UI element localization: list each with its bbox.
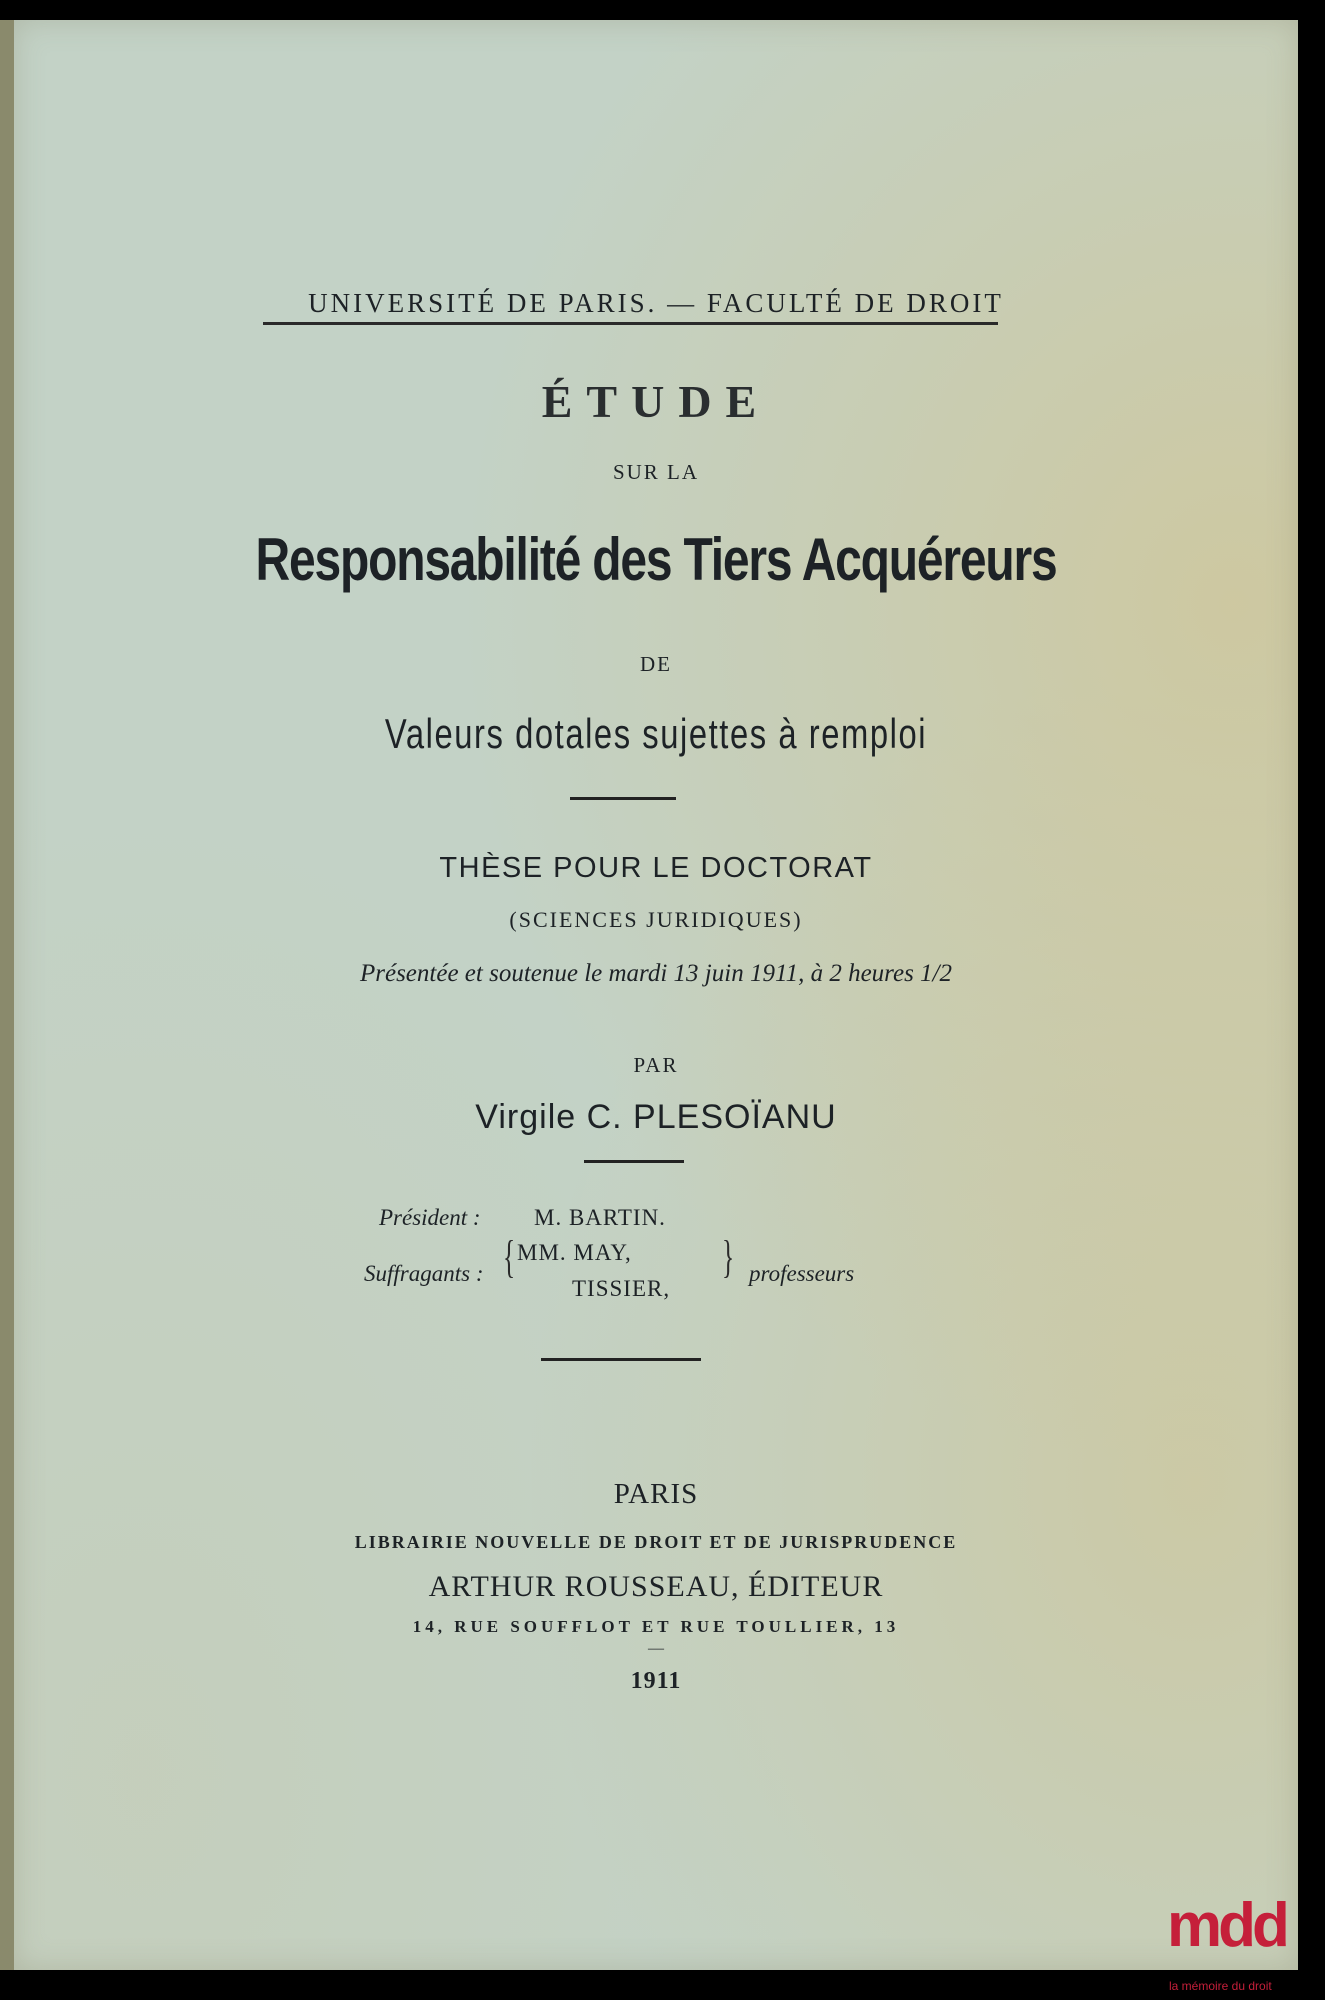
divider-rule	[541, 1358, 701, 1361]
professeurs-label: professeurs	[749, 1261, 855, 1286]
university-heading: UNIVERSITÉ DE PARIS. — FACULTÉ DE DROIT	[308, 288, 1004, 318]
suffragant-may: MM. MAY,	[517, 1240, 632, 1265]
divider-rule	[584, 1160, 684, 1163]
mdd-logo-text: mdd	[1167, 1891, 1286, 1960]
these-heading: THÈSE POUR LE DOCTORAT	[439, 852, 873, 884]
city-text: PARIS	[613, 1478, 699, 1510]
spine-edge	[0, 20, 14, 1970]
sur-la-text: SUR LA	[612, 460, 700, 484]
mdd-logo-caption: la mémoire du droit	[1169, 1979, 1272, 1993]
publication-year: 1911	[630, 1668, 682, 1694]
sciences-text: (SCIENCES JURIDIQUES)	[509, 907, 803, 932]
right-brace-icon: }	[721, 1231, 735, 1282]
book-cover	[14, 20, 1298, 1970]
divider-rule	[570, 797, 676, 800]
suffragants-label: Suffragants :	[364, 1261, 484, 1286]
par-text: PAR	[633, 1053, 679, 1077]
etude-heading: ÉTUDE	[541, 376, 771, 427]
president-name: M. BARTIN.	[534, 1205, 666, 1230]
subtitle: Valeurs dotales sujettes à remploi	[384, 710, 928, 757]
de-text: DE	[640, 652, 672, 676]
author-name: Virgile C. PLESOÏANU	[475, 1098, 837, 1136]
main-title: Responsabilité des Tiers Acquéreurs	[255, 526, 1057, 593]
publisher-name: ARTHUR ROUSSEAU, ÉDITEUR	[428, 1570, 884, 1603]
small-dash: —	[648, 1640, 664, 1657]
mdd-logo	[1165, 1891, 1320, 1995]
librairie-text: LIBRAIRIE NOUVELLE DE DROIT ET DE JURISPRUDENCE	[354, 1532, 958, 1552]
left-brace-icon: {	[502, 1231, 516, 1282]
publisher-address: 14, RUE SOUFFLOT ET RUE TOULLIER, 13	[412, 1617, 900, 1636]
suffragant-tissier: TISSIER,	[572, 1276, 671, 1301]
defense-date-text: Présentée et soutenue le mardi 13 juin 1911, à 2 heures 1/2	[359, 960, 953, 987]
heading-rule	[263, 322, 998, 325]
president-label: Président :	[379, 1205, 481, 1230]
